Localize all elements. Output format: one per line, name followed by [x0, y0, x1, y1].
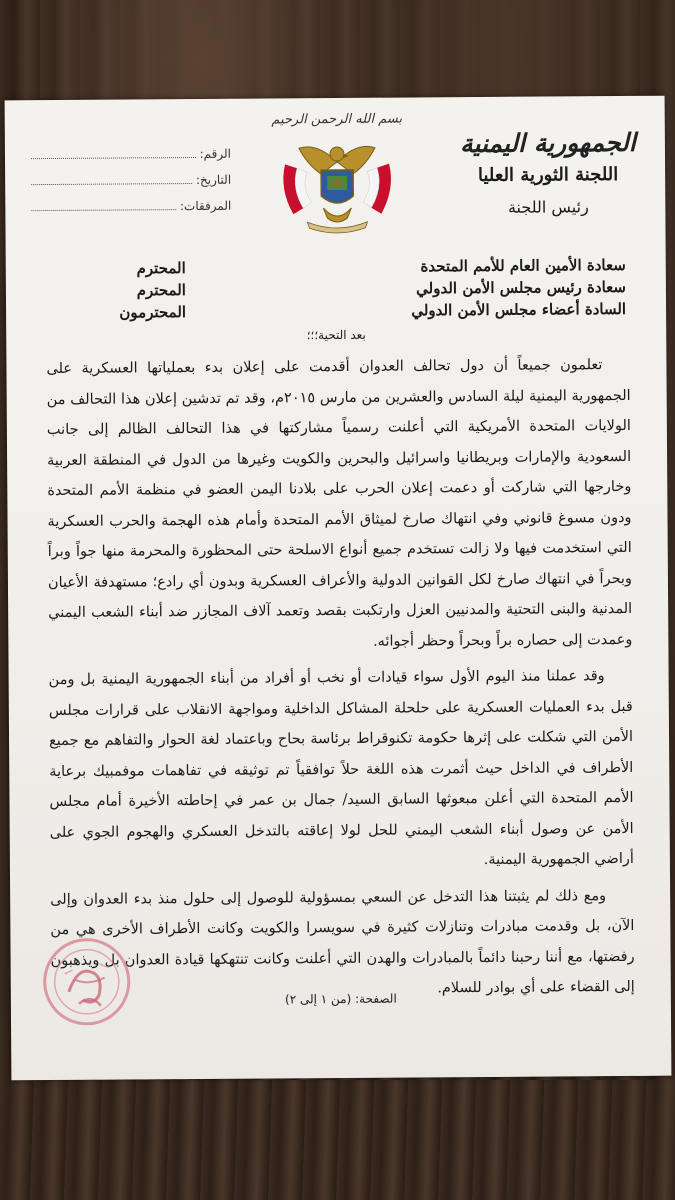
recipient-honorific: المحترم: [136, 281, 186, 300]
ref-attachments-label: المرفقات: [183, 198, 232, 214]
greeting: بعد التحية؛؛؛: [306, 327, 366, 343]
republic-name: الجمهورية اليمنية: [459, 127, 636, 159]
wooden-table-edge: [0, 1080, 675, 1200]
official-stamp: [38, 933, 135, 1030]
recipient-honorific: المحترم: [136, 259, 186, 278]
letter-body: [46, 350, 635, 1013]
body-paragraph: وقد عملنا منذ اليوم الأول سواء قيادات أو نخب أو أفراد من أبناء الجمهورية اليمنية بل ومن قبل بدء العمليات العسكرية على حلحلة المشاكل الداخلية ومواجهة الانقلاب على قرارات مجلس الأمن التي شكلت على إثرها حكومة تكنوقراط برئاسة بحاح وباعتماد لغة الحوار والتفاهم مع جميع الأطراف في الداخل حيث أثمرت هذه اللغة حلاً توافقياً تم توثيقه في تفاهمات موفمبيك برعاية الأمم المتحدة التي أعلن مبعوثها السابق السيد/ جمال بن عمر في إحاطته الأخيرة أمام مجلس الأمن عن وصول أبناء الشعب اليمني للحل لولا إعاقته بالتدخل العسكري والهجوم الجوي على أراضي الجمهورية اليمنية.: [48, 668, 634, 868]
letterhead-issuer: [453, 128, 644, 217]
recipient-name: سعادة رئيس مجلس الأمن الدولي: [416, 277, 626, 298]
recipient-honorifics: [76, 257, 186, 324]
body-paragraph: ومع ذلك لم يثبتنا هذا التدخل عن السعي بمسؤولية للوصول إلى حلول منذ بدء العدوان وإلى الآن، بل وقدمت مبادرات وتنازلات كثيرة في سويسرا والكويت وكانت الأطراف الأخرى هي من رفضتها، مع أننا رحبنا دائماً بالمبادرات والهدن التي أعلنت وكانت تنتهكها قيادة العدوان بل ويذهبون إلى القضاء على أي بوادر للسلام.: [50, 887, 635, 997]
ref-date-label: التاريخ: [199, 172, 232, 187]
page-indicator: الصفحة: (من ١ إلى ٢): [284, 991, 397, 1007]
ref-date-field: التاريخ :: [31, 173, 231, 188]
committee-head-title: رئيس اللجنة: [507, 197, 589, 217]
ref-number-field: الرقم :: [31, 147, 231, 162]
state-emblem: [267, 112, 408, 245]
ref-number-label: الرقم: [203, 146, 232, 161]
stamp-seal-icon: [38, 933, 135, 1030]
recipient-name: السادة أعضاء مجلس الأمن الدولي: [411, 299, 627, 320]
basmala: بسم الله الرحمن الرحيم: [271, 111, 403, 128]
committee-name: اللجنة الثورية العليا: [477, 164, 619, 187]
eagle-emblem-icon: [277, 134, 398, 241]
letter-page: [5, 96, 672, 1081]
recipient-honorific: المحترمون: [119, 303, 187, 322]
reference-fields: [31, 147, 232, 226]
body-paragraph: تعلمون جميعاً أن دول تحالف العدوان أقدمت على إعلان بدء بعملياتها العسكرية على الجمهورية اليمنية ليلة السادس والعشرين من مارس ٢٠١٥م، وقد تم تدشين إعلان هذا التحالف من الولايات المتحدة الأمريكية التي أعلنت رسمياً مشاركتها في هذا التحالف الظالم إلى جانب السعودية والإمارات وبريطانيا واسرائيل والبحرين والكويت وغيرها من الدول في المنطقة العربية وخارجها التي شاركت أو دعمت إعلان الحرب على بلادنا اليمن العضو في منظمة الأمم المتحدة ودون مسوغ قانوني وفي انتهاك صارخ لميثاق الأمم المتحدة وأمام هذه الهجمة والحرب العسكرية التي استخدمت فيها ولا زالت تستخدم جميع أنواع الاسلحة حتى المحظورة والمحرمة منها جواً وبراً وبحراً في انتهاك صارخ لكل القوانين الدولية والأعراف العسكرية وبدون أي رادع؛ مستهدفة الأعيان المدنية والبنى التحتية والمدنيين العزل وارتكبت بقصد وتعمد آلاف المجازر ضد أبناء الشعب اليمني وعمدت إلى حصاره براً وبحراً وحظر أجوائه.: [46, 357, 633, 650]
ref-attachments-field: المرفقات :: [31, 199, 231, 214]
recipient-names: [326, 254, 626, 322]
recipient-name: سعادة الأمين العام للأمم المتحدة: [420, 255, 626, 276]
